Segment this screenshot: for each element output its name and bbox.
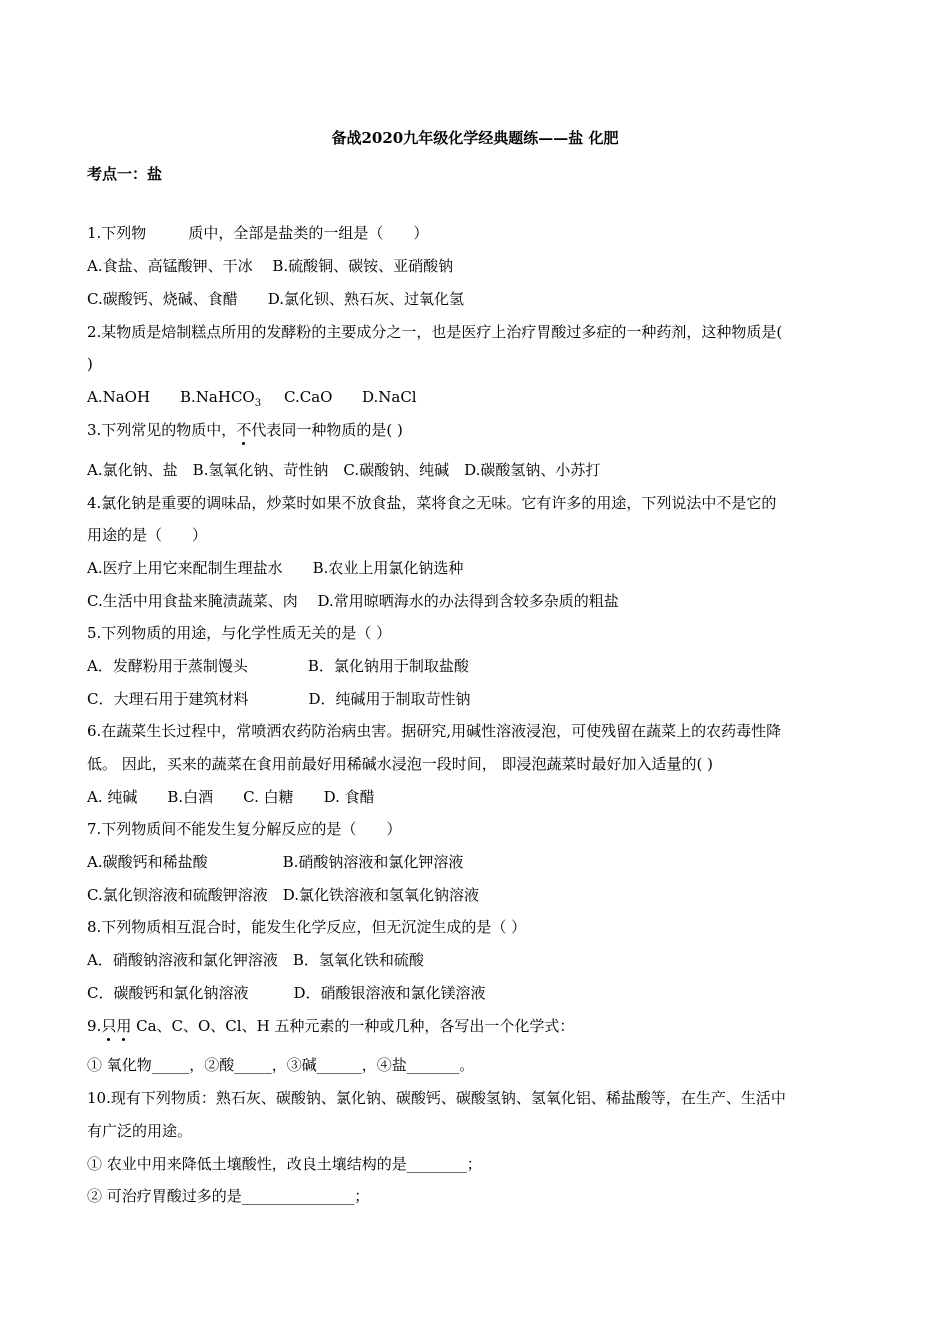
q1-stem — [87, 223, 428, 243]
q9-stem — [87, 1016, 574, 1036]
q6-stem-line2: 低。 因此，买来的蔬菜在食用前最好用稀碱水浸泡一段时间， 即浸泡蔬菜时最好加入适量的( ) — [87, 755, 714, 773]
q7-stem: 7.下列物质间不能发生复分解反应的是（ ） — [87, 820, 402, 838]
q2-option-c: C.CaO — [284, 388, 333, 406]
q2-option-b-text: B.NaHCO — [180, 388, 255, 406]
q10-item-1: ① 农业中用来降低土壤酸性，改良土壤结构的是________； — [87, 1155, 482, 1173]
q3-stem — [87, 420, 403, 440]
q4-options-ab: A.医疗上用它来配制生理盐水 B.农业上用氯化钠选种 — [87, 559, 464, 577]
q1-stem-part-a: 1.下列物 — [87, 224, 147, 242]
q1-options-cd: C.碳酸钙、烧碱、食醋 D.氯化钡、熟石灰、过氧化氢 — [87, 290, 464, 308]
q7-options-cd: C.氯化钡溶液和硫酸钾溶液 D.氯化铁溶液和氢氧化钠溶液 — [87, 886, 479, 904]
q7-options-ab: A.碳酸钙和稀盐酸 B.硝酸钠溶液和氯化钾溶液 — [87, 853, 464, 871]
q9-blanks: ① 氧化物_____，②酸_____，③碱______，④盐_______。 — [87, 1056, 475, 1074]
q1-stem-part-b: 质中，全部是盐类的一组是（ ） — [188, 224, 429, 242]
q1-options-ab: A.食盐、高锰酸钾、干冰 B.硫酸铜、碳铵、亚硝酸钠 — [87, 257, 454, 275]
q5-options-ab: A．发酵粉用于蒸制馒头 B．氯化钠用于制取盐酸 — [87, 657, 469, 675]
q2-option-a: A.NaOH — [87, 388, 151, 406]
q2-stem-line2: ) — [87, 355, 93, 373]
section-heading: 考点一：盐 — [87, 165, 163, 183]
q9-emphasis-dot-char-2: 用 — [116, 1017, 132, 1035]
q9-emphasis-dot-char-1: 只 — [101, 1017, 117, 1035]
q4-stem-line2: 用途的是（ ） — [87, 526, 208, 544]
q4-options-cd: C.生活中用食盐来腌渍蔬菜、肉 D.常用晾晒海水的办法得到含较多杂质的粗盐 — [87, 592, 619, 610]
q4-stem-line1: 4.氯化钠是重要的调味品，炒菜时如果不放食盐，菜将食之无味。它有许多的用途，下列说法中不是它的 — [87, 494, 777, 512]
q2-option-d: D.NaCl — [362, 388, 417, 406]
q9-stem-post: Ca、C、O、Cl、H 五种元素的一种或几种，各写出一个化学式： — [131, 1017, 575, 1035]
q10-stem-line2: 有广泛的用途。 — [87, 1122, 193, 1140]
q2-option-b — [180, 387, 261, 414]
document-title: 备战2020九年级化学经典题练——盐 化肥 — [331, 129, 619, 147]
q8-stem: 8.下列物质相互混合时，能发生化学反应，但无沉淀生成的是（ ） — [87, 918, 527, 936]
q3-emphasis-dot-char: 不 — [236, 421, 252, 439]
q2-stem-line1: 2.某物质是焙制糕点所用的发酵粉的主要成分之一，也是医疗上治疗胃酸过多症的一种药剂，这种物质是( — [87, 323, 783, 341]
q10-stem-line1: 10.现有下列物质：熟石灰、碳酸钠、氯化钠、碳酸钙、碳酸氢钠、氢氧化铝、稀盐酸等，在生产、生活中 — [87, 1089, 786, 1107]
q9-stem-number: 9. — [87, 1017, 102, 1035]
q10-item-2: ② 可治疗胃酸过多的是_______________； — [87, 1187, 370, 1205]
q8-options-cd: C．碳酸钙和氯化钠溶液 D．硝酸银溶液和氯化镁溶液 — [87, 984, 486, 1002]
q6-options: A. 纯碱 B.白酒 C. 白糖 D. 食醋 — [87, 788, 375, 806]
q3-stem-post: 代表同一种物质的是( ) — [251, 421, 403, 439]
q5-stem: 5.下列物质的用途，与化学性质无关的是（ ） — [87, 624, 392, 642]
q8-options-ab: A．硝酸钠溶液和氯化钾溶液 B．氢氧化铁和硫酸 — [87, 951, 424, 969]
q3-stem-pre: 3.下列常见的物质中， — [87, 421, 237, 439]
q6-stem-line1: 6.在蔬菜生长过程中，常喷洒农药防治病虫害。据研究,用碱性溶液浸泡，可使残留在蔬菜上的农药毒性降 — [87, 722, 782, 740]
q5-options-cd: C．大理石用于建筑材料 D．纯碱用于制取苛性钠 — [87, 690, 471, 708]
q3-options: A.氯化钠、盐 B.氢氧化钠、苛性钠 C.碳酸钠、纯碱 D.碳酸氢钠、小苏打 — [87, 461, 601, 479]
q2-option-b-subscript: 3 — [254, 398, 262, 409]
